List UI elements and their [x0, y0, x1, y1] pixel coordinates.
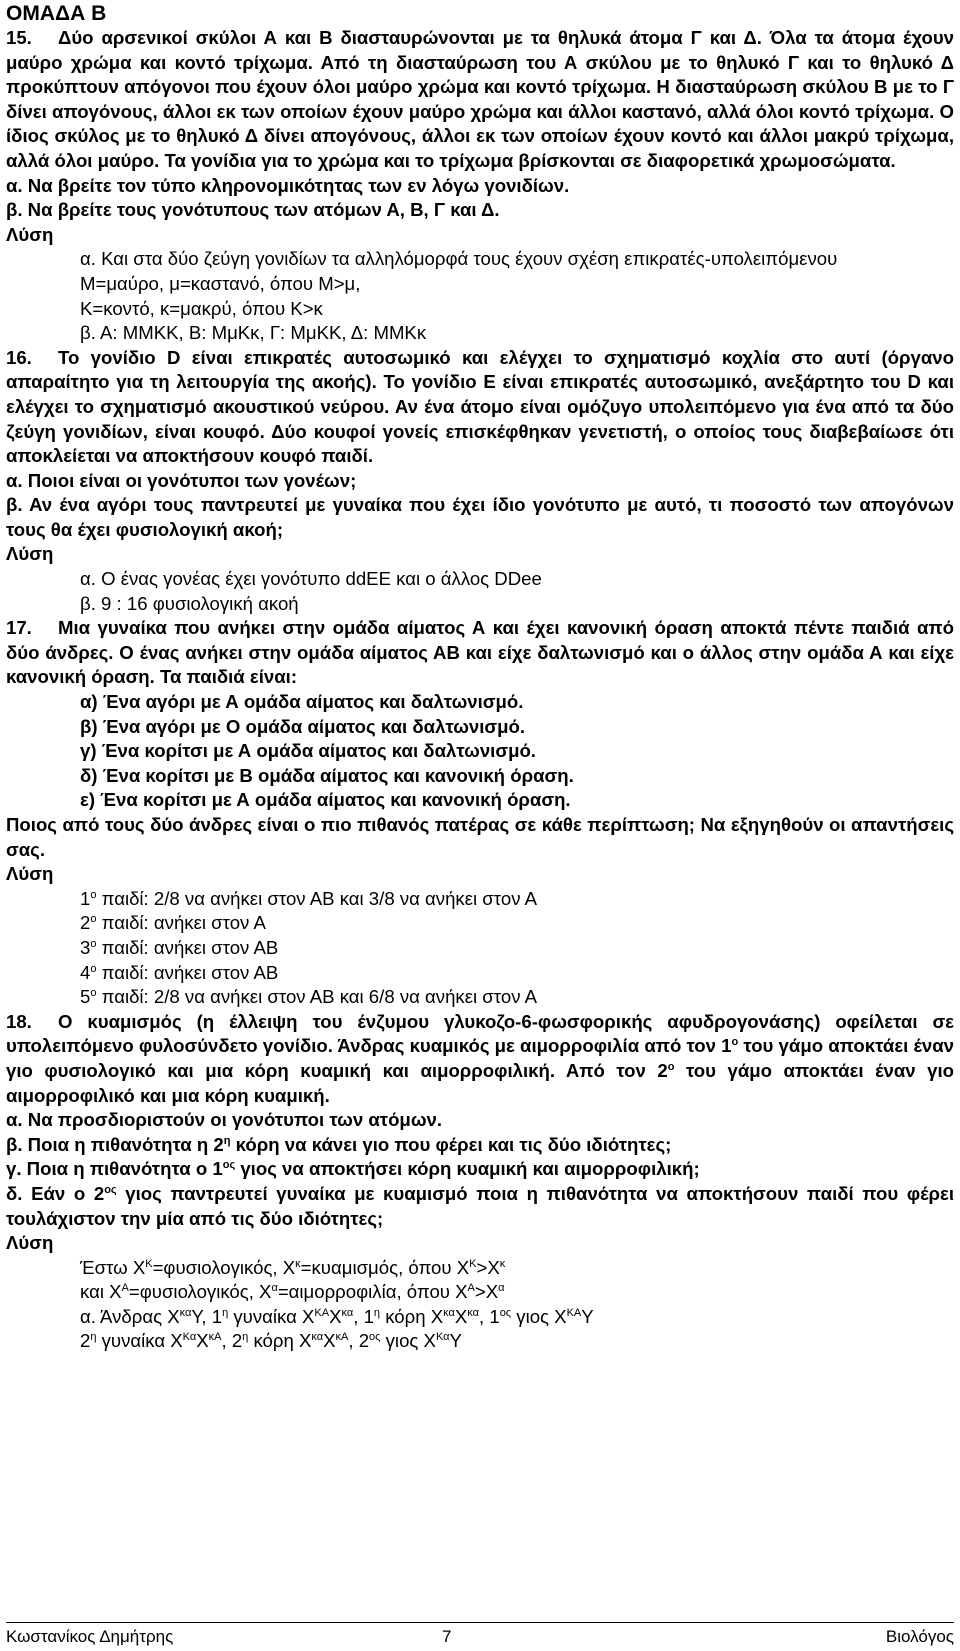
question-number: 15. — [6, 27, 32, 48]
footer-page-number: 7 — [442, 1627, 452, 1646]
question-18-text: 18. Ο κυαμισμός (η έλλειψη του ένζυμου γλυκοζο-6-φωσφορικής αφυδρογονάσης) οφείλεται σε υπολειπόμενο φυλοσύνδετο γονίδιο. Άνδρας κυαμικός με αιμορροφιλία από τον $1^o$ του γάμο αποκτάει έναν γιο φυσιολογικό και μια κόρη κυαμική και αιμορροφιλική. Από τον $2^o$ του γάμο αποκτάει έναν γιο αιμορροφιλικό και μια κόρη κυαμική. — [6, 1010, 954, 1106]
question-18-d: δ. Εάν ο $2^{o\varsigma}$ γιος παντρευτεί γυναίκα με κυαμισμό ποια η πιθανότητα να αποκτήσουν παιδί που φέρει τουλάχιστον την μία από τις δύο ιδιότητες; — [6, 1182, 955, 1229]
document-page — [6, 0, 954, 1354]
question-15-b: β. Να βρείτε τους γονότυπους των ατόμων Α, Β, Γ και Δ. — [6, 199, 500, 221]
solution-label: Λύση — [6, 543, 54, 565]
question-16 — [6, 346, 954, 617]
answer-15-a-line2: Μ=μαύρο, μ=καστανό, όπου Μ>μ, — [80, 272, 361, 294]
question-15-a: α. Να βρείτε τον τύπο κληρονομικότητας των εν λόγω γονιδίων. — [6, 174, 570, 196]
question-18-b: β. Ποια η πιθανότητα η $2^\eta$ κόρη να κάνει γιο που φέρει και τις δύο ιδιότητες; — [6, 1133, 672, 1155]
solution-label: Λύση — [6, 223, 54, 245]
solution-label: Λύση — [6, 1232, 54, 1254]
question-17-text: 17. Μια γυναίκα που ανήκει στην ομάδα αίματος Α και έχει κανονική όραση αποκτά πέντε παιδιά από δύο άνδρες. Ο ένας ανήκει στην ομάδα αίματος ΑΒ και είχε δαλτωνισμό και ο άλλος στην ομάδα Α και είχε κανονική όραση. Τα παιδιά είναι: — [6, 617, 954, 688]
children-list — [6, 690, 954, 813]
question-number: 18. — [6, 1010, 32, 1032]
question-16-b: β. Αν ένα αγόρι τους παντρευτεί με γυναίκα που έχει ίδιο γονότυπο με αυτό, τι ποσοστό των απογόνων τους θα έχει φυσιολογική ακοή; — [6, 494, 954, 540]
answer-16-b: β. 9 : 16 φυσιολογική ακοή — [80, 592, 299, 614]
answer-row: $4^o$ παιδί: ανήκει στον ΑΒ — [80, 961, 279, 983]
solution-18 — [6, 1256, 954, 1354]
answer-row: $1^o$ παιδί: 2/8 να ανήκει στον ΑΒ και 3/8 να ανήκει στον Α — [80, 887, 538, 909]
answer-row: $2^o$ παιδί: ανήκει στον Α — [80, 912, 266, 934]
question-18-a: α. Να προσδιοριστούν οι γονότυποι των ατόμων. — [6, 1109, 443, 1131]
answer-18-line4: $2^\eta$ γυναίκα $X^{K\alpha}X^{\kappa A}$, $2^\eta$ κόρη $X^{\kappa\alpha}X^{\kappa A}$, $2^{o\varsigma}$ γιος $X^{K\alpha}\Upsilon$ — [80, 1330, 462, 1352]
list-item: α) Ένα αγόρι με Α ομάδα αίματος και δαλτωνισμό. — [80, 691, 524, 713]
answer-18-line2: και $X^A=\varphi\upsilon\sigma\iota o\lambda o\gamma\iota\kappa ό\varsigma$, $X^\alpha=\alpha\iota\mu o\rho\rho o\varphi\iota\lambda ί\alpha$, όπου $X^A>X^\alpha$ — [80, 1281, 505, 1303]
question-18-c: γ. Ποια η πιθανότητα ο $1^{o\varsigma}$ γιος να αποκτήσει κόρη κυαμική και αιμορροφιλική; — [6, 1158, 700, 1180]
answer-15-a: α. Και στα δύο ζεύγη γονιδίων τα αλληλόμορφά τους έχουν σχέση επικρατές-υπολειπόμενου — [80, 248, 838, 270]
question-16-a: α. Ποιοι είναι οι γονότυποι των γονέων; — [6, 469, 357, 491]
answer-16-a: α. Ο ένας γονέας έχει γονότυπο ddEE και ο άλλος DDee — [80, 568, 542, 590]
question-number: 16. — [6, 346, 32, 368]
question-15-text: 15. Δύο αρσενικοί σκύλοι Α και Β διασταυρώνονται με τα θηλυκά άτομα Γ και Δ. Όλα τα άτομα έχουν μαύρο χρώμα και κοντό τρίχωμα. Από τη διασταύρωση του Α σκύλου με το θηλυκό Γ και το θηλυκό Δ προκύπτουν απόγονοι που έχουν όλοι μαύρο χρώμα και κοντό τρίχωμα. Η διασταύρωση σκύλου Β με το Γ δίνει απογόνους, άλλοι εκ των οποίων έχουν μαύρο χρώμα και άλλοι καστανό, αλλά όλοι κοντό τρίχωμα. Ο ίδιος σκύλος με το θηλυκό Δ δίνει απογόνους, άλλοι εκ των οποίων έχουν κοντό και άλλοι μακρύ τρίχωμα, αλλά όλοι μαύρο. Τα γονίδια για το χρώμα και το τρίχωμα βρίσκονται σε διαφορετικά χρωμοσώματα. — [6, 27, 954, 171]
question-18 — [6, 1010, 954, 1354]
question-17 — [6, 616, 954, 1010]
answer-15-b: β. Α: ΜΜΚΚ, Β: ΜμΚκ, Γ: ΜμΚΚ, Δ: ΜΜΚκ — [80, 322, 427, 344]
question-17-question: Ποιος από τους δύο άνδρες είναι ο πιο πιθανός πατέρας σε κάθε περίπτωση; Να εξηγηθούν οι απαντήσεις σας. — [6, 814, 954, 860]
answer-18-line3: α. Άνδρας $X^{\kappa\alpha}\Upsilon$, $1^\eta$ γυναίκα $X^{KA}X^{\kappa\alpha}$, $1^\eta$ κόρη $X^{\kappa\alpha}X^{\kappa\alpha}$, $1^{o\varsigma}$ γιος $X^{KA}\Upsilon$ — [80, 1305, 594, 1327]
list-item: ε) Ένα κορίτσι με Α ομάδα αίματος και κανονική όραση. — [80, 789, 571, 811]
section-title: ΟΜΑΔΑ Β — [6, 2, 107, 25]
answer-row: $3^o$ παιδί: ανήκει στον ΑΒ — [80, 936, 279, 958]
list-item: δ) Ένα κορίτσι με Β ομάδα αίματος και κανονική όραση. — [80, 764, 574, 786]
answer-18-line1: Έστω $X^K=\varphi\upsilon\sigma\iota o\lambda o\gamma\iota\kappa ό\varsigma$, $X^\kappa=\kappa\upsilon\alpha\mu\iota\sigma\mu ό\varsigma$, όπου $X^K>X^\kappa$ — [80, 1256, 506, 1278]
question-number: 17. — [6, 617, 32, 639]
solution-label: Λύση — [6, 863, 54, 885]
page-footer — [6, 1622, 954, 1647]
question-15 — [6, 26, 954, 346]
list-item: β) Ένα αγόρι με Ο ομάδα αίματος και δαλτωνισμό. — [80, 715, 526, 737]
solution-15 — [6, 247, 954, 345]
solution-16 — [6, 567, 954, 616]
list-item: γ) Ένα κορίτσι με Α ομάδα αίματος και δαλτωνισμό. — [80, 740, 536, 762]
footer-role: Βιολόγος — [885, 1627, 954, 1646]
answer-15-a-line3: Κ=κοντό, κ=μακρύ, όπου Κ>κ — [80, 297, 323, 319]
solution-17 — [6, 887, 954, 1010]
answer-row: $5^o$ παιδί: 2/8 να ανήκει στον ΑΒ και 6/8 να ανήκει στον Α — [80, 986, 538, 1008]
question-16-text: 16. Το γονίδιο D είναι επικρατές αυτοσωμικό και ελέγχει το σχηματισμό κοχλία στο αυτί (όργανο απαραίτητο για τη λειτουργία της ακοής). Το γονίδιο Ε είναι επικρατές αυτοσωμικό, ανεξάρτητο του D και ελέγχει το σχηματισμό ακουστικού νεύρου. Αν ένα άτομο είναι ομόζυγο υπολειπόμενο για ένα από τα δύο ζεύγη γονιδίων, είναι κουφό. Δύο κουφοί γονείς επισκέφθηκαν γενετιστή, ο οποίος τους διαβεβαίωσε ότι αποκλείεται να αποκτήσουν κουφό παιδί. — [6, 346, 954, 467]
footer-author: Κωστανίκος Δημήτρης — [6, 1627, 174, 1646]
